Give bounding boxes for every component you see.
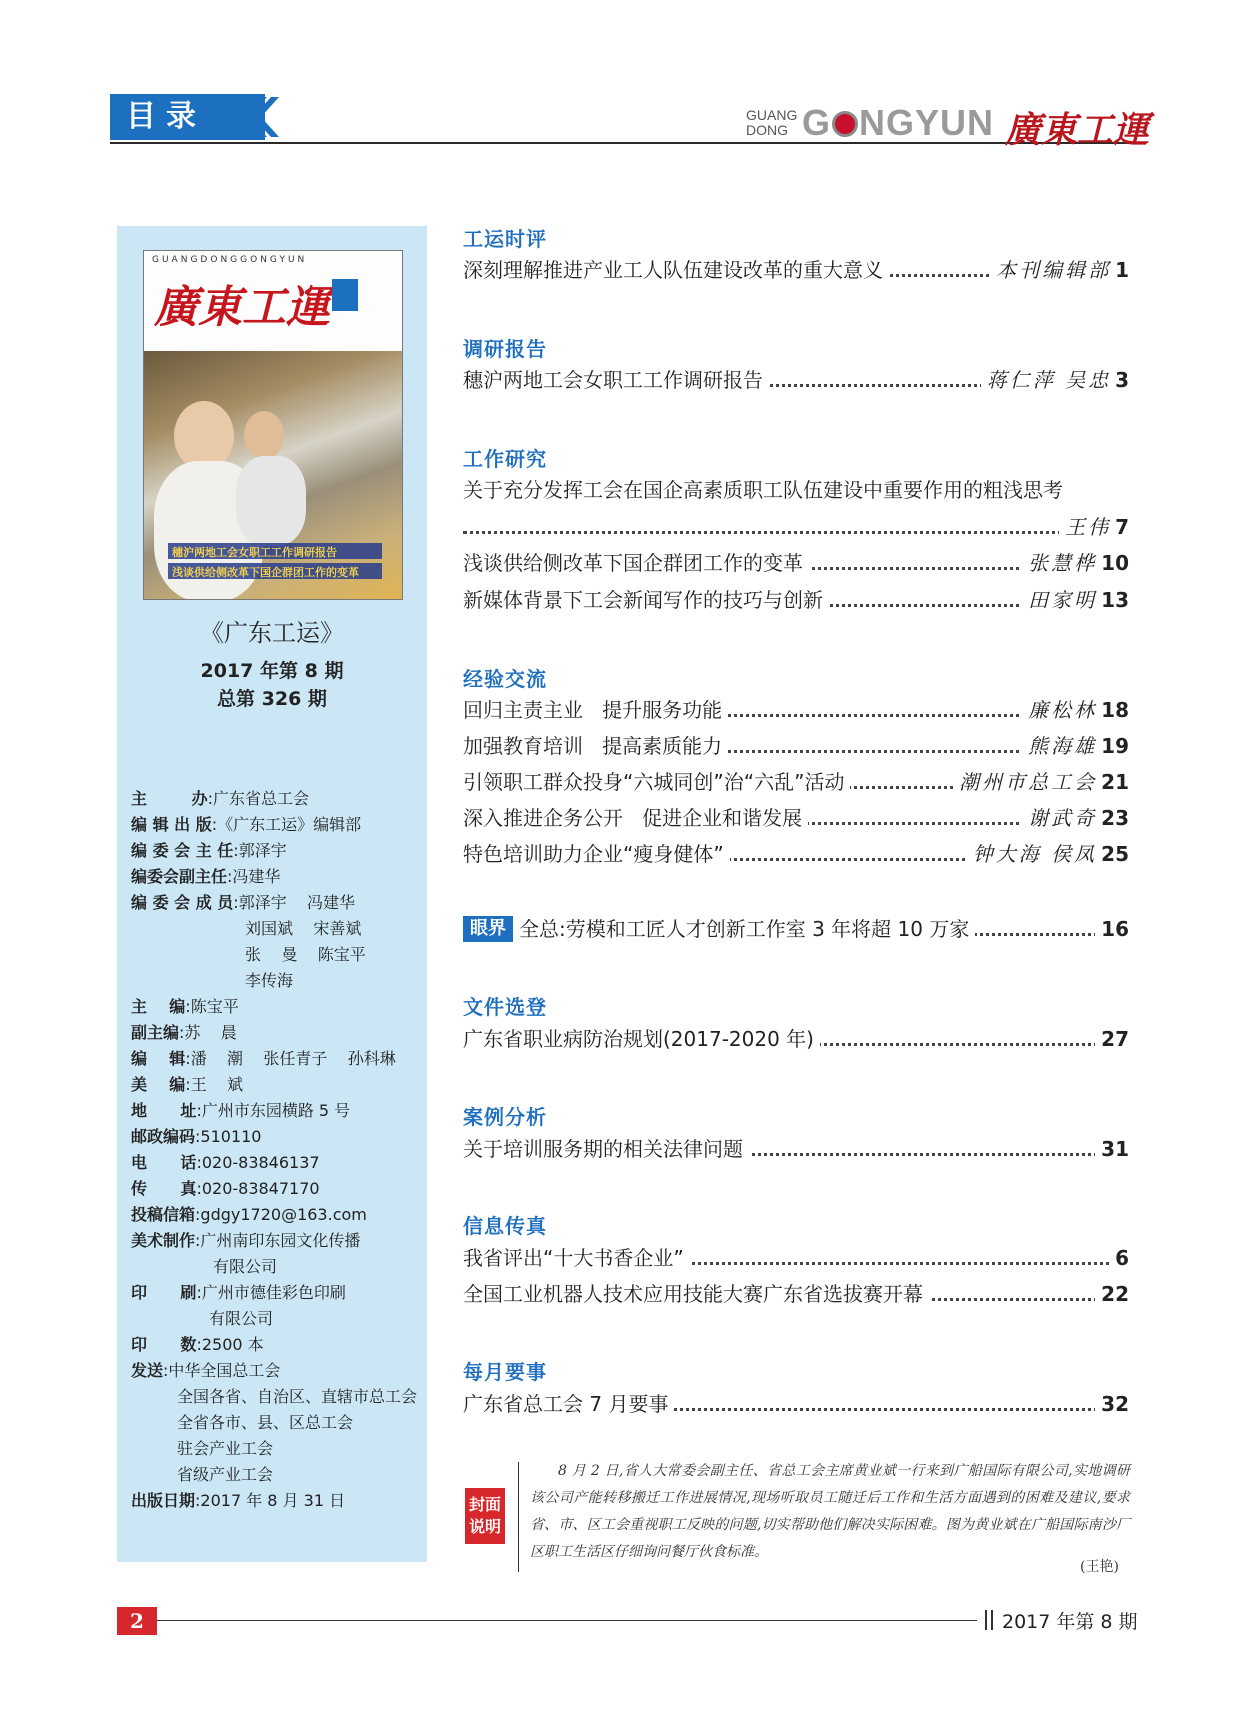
entry-page: 19 bbox=[1101, 734, 1129, 758]
magazine-total-issue: 总第 326 期 bbox=[217, 688, 327, 710]
info-line: 编委会副主任:冯建华 bbox=[131, 867, 281, 886]
info-line: 美 编:王 斌 bbox=[131, 1075, 244, 1094]
toc-entry[interactable] bbox=[463, 1243, 1129, 1273]
cover-title: 廣東工運 bbox=[154, 282, 330, 333]
brand-ngyun: NGYUN bbox=[859, 102, 995, 143]
entry-meta bbox=[1059, 512, 1129, 542]
entry-page: 13 bbox=[1101, 588, 1129, 612]
entry-meta bbox=[1095, 1279, 1129, 1309]
brand-guangdong bbox=[746, 108, 797, 138]
entry-title: 深刻理解推进产业工人队伍建设改革的重大意义 bbox=[463, 255, 889, 285]
info-line: 编 委 会 成 员:郭泽宇 冯建华 bbox=[131, 893, 356, 912]
section-heading: 文件选登 bbox=[463, 995, 547, 1019]
cover-band-text: 穗沪两地工会女职工工作调研报告 bbox=[172, 546, 337, 559]
entry-title: 关于充分发挥工会在国企高素质职工队伍建设中重要作用的粗浅思考 bbox=[463, 475, 1069, 505]
info-line: 编 辑:潘 潮 张任青子 孙科琳 bbox=[131, 1049, 396, 1068]
brand-gongyun bbox=[802, 102, 994, 144]
entry-page: 7 bbox=[1115, 515, 1129, 539]
info-line: 李传海 bbox=[245, 971, 294, 990]
toc-entry[interactable] bbox=[519, 914, 1129, 944]
section-heading: 经验交流 bbox=[463, 667, 547, 691]
entry-author: 廉松林 bbox=[1028, 698, 1098, 722]
entry-page: 16 bbox=[1101, 917, 1129, 941]
info-line: 省级产业工会 bbox=[177, 1465, 274, 1484]
info-line: 张 曼 陈宝平 bbox=[245, 945, 366, 964]
entry-author: 潮州市总工会 bbox=[959, 770, 1098, 794]
entry-page: 6 bbox=[1115, 1246, 1129, 1270]
info-line: 主 办:广东省总工会 bbox=[131, 789, 309, 808]
info-line: 主 编:陈宝平 bbox=[131, 997, 239, 1016]
entry-meta bbox=[1022, 548, 1129, 578]
info-line: 全省各市、县、区总工会 bbox=[177, 1413, 354, 1432]
entry-title: 新媒体背景下工会新闻写作的技巧与创新 bbox=[463, 585, 829, 615]
footer-marks bbox=[985, 1610, 993, 1630]
brand-logo-icon bbox=[832, 111, 858, 137]
info-line: 邮政编码:510110 bbox=[131, 1127, 262, 1146]
yanjie-tag: 眼界 bbox=[463, 916, 513, 942]
entry-page: 18 bbox=[1101, 698, 1129, 722]
entry-meta bbox=[1022, 585, 1129, 615]
entry-title: 我省评出“十大书香企业” bbox=[463, 1243, 690, 1273]
toc-entry[interactable] bbox=[463, 1389, 1129, 1419]
info-line: 编 辑 出 版:《广东工运》编辑部 bbox=[131, 815, 362, 834]
entry-author: 熊海雄 bbox=[1028, 734, 1098, 758]
brand-guang: GUANG bbox=[746, 107, 798, 123]
entry-page: 10 bbox=[1101, 551, 1129, 575]
entry-page: 3 bbox=[1115, 368, 1129, 392]
toc-entry[interactable] bbox=[463, 1134, 1129, 1164]
page-title: 目录 bbox=[126, 99, 206, 134]
toc-entry[interactable] bbox=[463, 767, 1129, 797]
entry-page: 25 bbox=[1101, 842, 1129, 866]
entry-meta bbox=[967, 839, 1129, 869]
toc-entry[interactable] bbox=[463, 803, 1129, 833]
cover-letters: GUANGDONGGONGYUN bbox=[152, 255, 308, 265]
cover-person bbox=[236, 456, 306, 546]
leader-dots bbox=[463, 531, 1129, 534]
section-heading: 案例分析 bbox=[463, 1105, 547, 1129]
brand-g: G bbox=[802, 102, 832, 143]
cover-caption-badge: 封面说明 bbox=[465, 1488, 505, 1544]
cover-caption-credit: (王艳) bbox=[1080, 1559, 1119, 1575]
entry-title: 关于培训服务期的相关法律问题 bbox=[463, 1134, 749, 1164]
entry-author: 张慧桦 bbox=[1028, 551, 1098, 575]
entry-page: 31 bbox=[1101, 1137, 1129, 1161]
entry-page: 32 bbox=[1101, 1392, 1129, 1416]
entry-meta bbox=[1095, 1024, 1129, 1054]
cover-person bbox=[244, 411, 284, 459]
info-line: 传 真:020-83847170 bbox=[131, 1179, 320, 1198]
info-line: 编 委 会 主 任:郭泽宇 bbox=[131, 841, 287, 860]
entry-title: 全总:劳模和工匠人才创新工作室 3 年将超 10 万家 bbox=[519, 914, 975, 944]
footer-rule bbox=[157, 1620, 977, 1621]
magazine-issue: 2017 年第 8 期 bbox=[200, 660, 344, 682]
entry-author: 钟大海 侯凤 bbox=[972, 842, 1098, 866]
entry-meta bbox=[1022, 731, 1129, 761]
section-heading: 每月要事 bbox=[463, 1360, 547, 1384]
info-line: 美术制作:广州南印东园文化传播 bbox=[131, 1231, 361, 1250]
entry-title: 加强教育培训 提高素质能力 bbox=[463, 731, 728, 761]
footer-issue: 2017 年第 8 期 bbox=[1002, 1611, 1138, 1633]
info-line: 有限公司 bbox=[213, 1257, 278, 1276]
entry-page: 1 bbox=[1115, 258, 1129, 282]
entry-title: 穗沪两地工会女职工工作调研报告 bbox=[463, 365, 769, 395]
entry-meta bbox=[1095, 1389, 1129, 1419]
entry-title: 广东省职业病防治规划(2017-2020 年) bbox=[463, 1024, 820, 1054]
entry-meta bbox=[1109, 1243, 1129, 1273]
entry-page: 27 bbox=[1101, 1027, 1129, 1051]
entry-meta bbox=[1022, 803, 1129, 833]
entry-page: 22 bbox=[1101, 1282, 1129, 1306]
entry-meta bbox=[1022, 695, 1129, 725]
info-line: 驻会产业工会 bbox=[177, 1439, 274, 1458]
entry-author: 田家明 bbox=[1028, 588, 1098, 612]
caption-divider bbox=[518, 1462, 519, 1572]
toc-entry[interactable] bbox=[463, 1024, 1129, 1054]
cover-caption-text: 8 月 2 日,省人大常委会副主任、省总工会主席黄业斌一行来到广船国际有限公司,实地调研该公司产能转移搬迁工作进展情况,现场听取员工随迁后工作和生活方面遇到的困难及建议,要求省、市、区工会重视职工反映的问题,切实帮助他们解决实际困难。图为黄业斌在广船国际南沙厂区职工生活区仔细询问餐厅伙食标准。 bbox=[530, 1463, 1130, 1560]
toc-entry[interactable] bbox=[463, 548, 1129, 578]
toc-entry[interactable] bbox=[463, 365, 1129, 395]
toc-entry[interactable] bbox=[463, 475, 1129, 505]
page-number: 2 bbox=[117, 1607, 157, 1635]
info-line: 刘国斌 宋善斌 bbox=[245, 919, 362, 938]
info-line: 投稿信箱:gdgy1720@163.com bbox=[131, 1205, 367, 1224]
entry-meta bbox=[1095, 914, 1129, 944]
toc-entry[interactable] bbox=[463, 1279, 1129, 1309]
toc-entry[interactable] bbox=[463, 839, 1129, 869]
toc-entry[interactable] bbox=[463, 585, 1129, 615]
magazine-name: 《广东工运》 bbox=[200, 619, 344, 647]
entry-author: 谢武奇 bbox=[1028, 806, 1098, 830]
entry-title: 特色培训助力企业“瘦身健体” bbox=[463, 839, 730, 869]
entry-title: 浅谈供给侧改革下国企群团工作的变革 bbox=[463, 548, 809, 578]
entry-meta bbox=[1095, 1134, 1129, 1164]
entry-meta bbox=[981, 365, 1129, 395]
info-line: 全国各省、自治区、直辖市总工会 bbox=[177, 1387, 418, 1406]
entry-author: 蒋仁萍 吴忠 bbox=[986, 368, 1112, 392]
info-line: 印 刷:广州市德佳彩色印刷 bbox=[131, 1283, 346, 1302]
cover-band-text: 浅谈供给侧改革下国企群团工作的变革 bbox=[172, 566, 359, 579]
cover-issue-box bbox=[332, 279, 358, 311]
entry-page: 21 bbox=[1101, 770, 1129, 794]
toc-entry[interactable] bbox=[463, 695, 1129, 725]
toc-entry[interactable] bbox=[463, 255, 1129, 285]
section-heading: 工运时评 bbox=[463, 227, 547, 251]
info-line: 电 话:020-83846137 bbox=[131, 1153, 320, 1172]
cover-image bbox=[143, 250, 403, 600]
entry-meta bbox=[990, 255, 1129, 285]
section-heading: 信息传真 bbox=[463, 1214, 547, 1238]
chevron-left-icon bbox=[227, 95, 287, 139]
entry-author: 本刊编辑部 bbox=[996, 258, 1112, 282]
entry-page: 23 bbox=[1101, 806, 1129, 830]
section-heading: 工作研究 bbox=[463, 447, 547, 471]
info-line: 有限公司 bbox=[209, 1309, 274, 1328]
entry-title: 引领职工群众投身“六城同创”治“六乱”活动 bbox=[463, 767, 850, 797]
info-line: 发送:中华全国总工会 bbox=[131, 1361, 281, 1380]
toc-entry-continued[interactable] bbox=[463, 512, 1129, 542]
section-heading: 调研报告 bbox=[463, 337, 547, 361]
entry-title: 全国工业机器人技术应用技能大赛广东省选拔赛开幕 bbox=[463, 1279, 929, 1309]
entry-title: 回归主责主业 提升服务功能 bbox=[463, 695, 728, 725]
brand-dong: DONG bbox=[746, 122, 788, 138]
toc-entry[interactable] bbox=[463, 731, 1129, 761]
info-line: 副主编:苏 晨 bbox=[131, 1023, 237, 1042]
brand-chinese: 廣東工運 bbox=[1005, 109, 1150, 151]
entry-meta bbox=[953, 767, 1129, 797]
info-line: 出版日期:2017 年 8 月 31 日 bbox=[131, 1491, 346, 1510]
entry-title: 广东省总工会 7 月要事 bbox=[463, 1389, 674, 1419]
entry-author: 王伟 bbox=[1065, 515, 1112, 539]
info-line: 地 址:广州市东园横路 5 号 bbox=[131, 1101, 351, 1120]
entry-title: 深入推进企务公开 促进企业和谐发展 bbox=[463, 803, 808, 833]
info-line: 印 数:2500 本 bbox=[131, 1335, 264, 1354]
